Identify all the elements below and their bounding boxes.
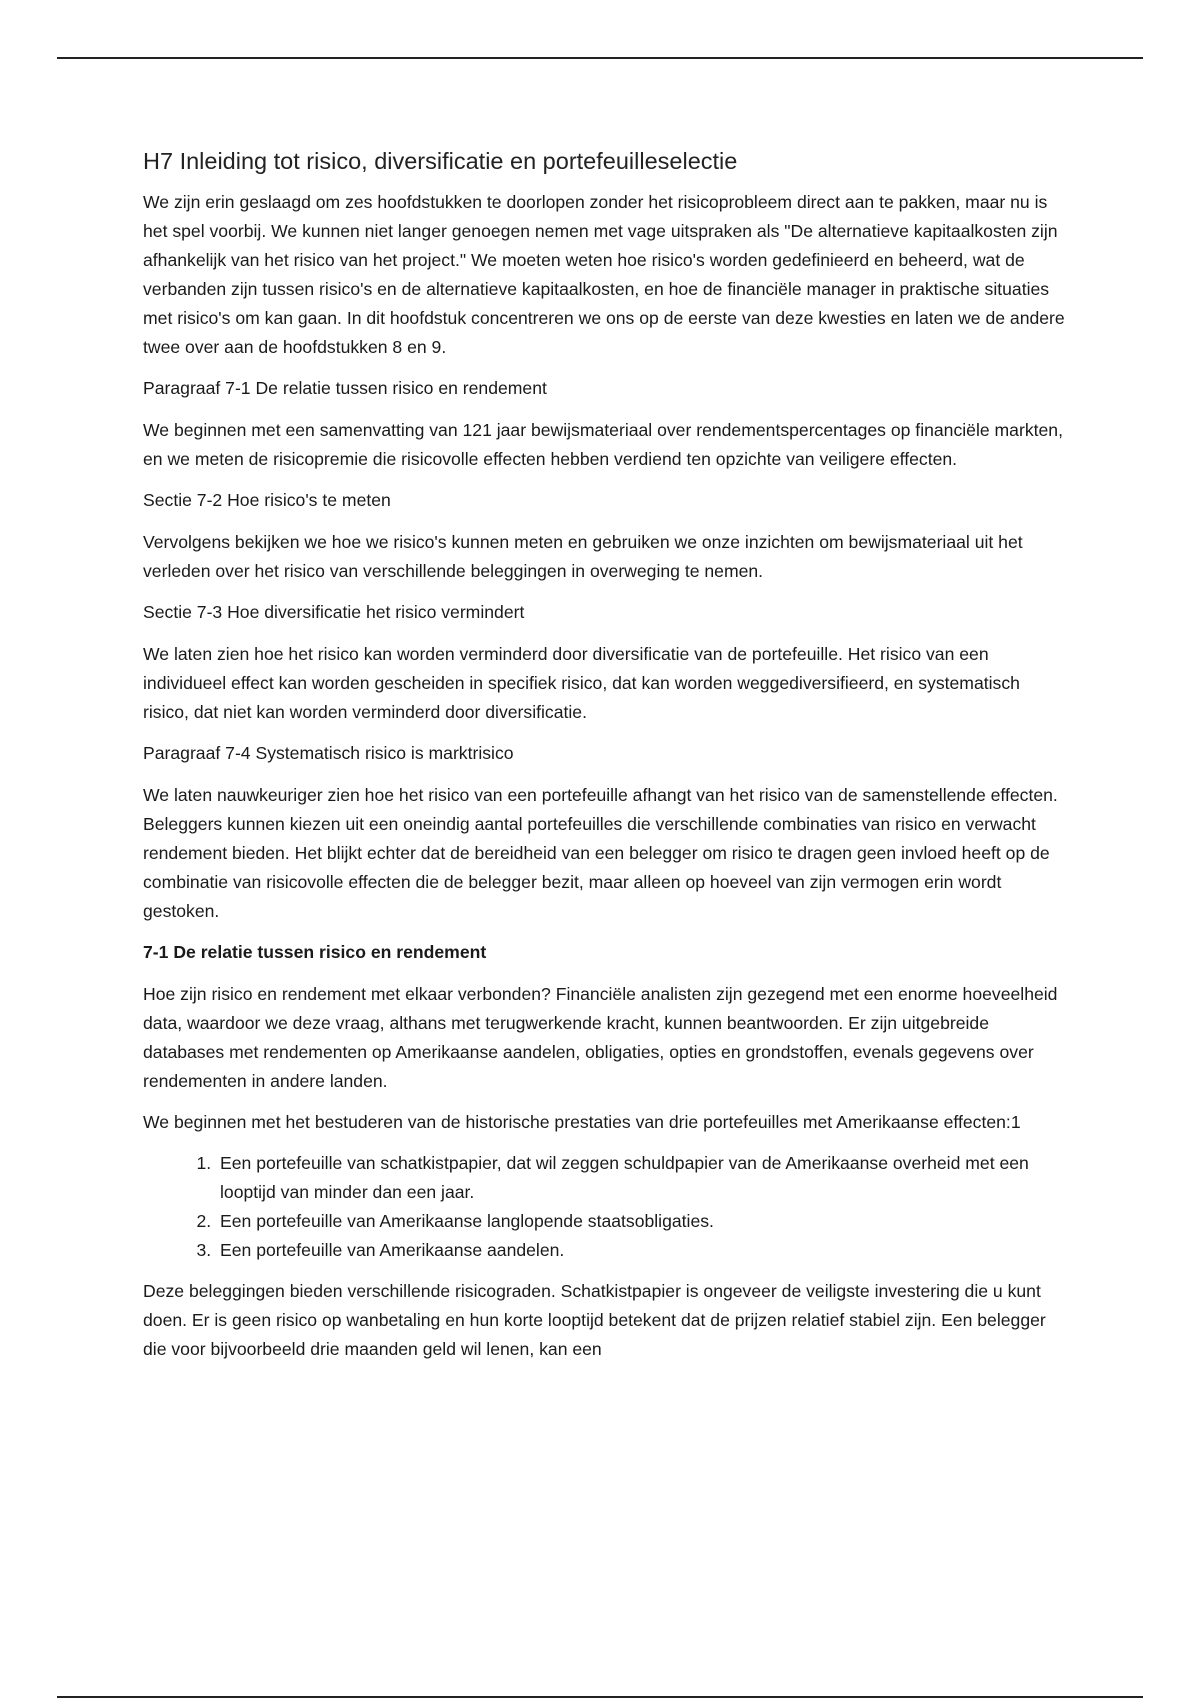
subheading-7-1: 7-1 De relatie tussen risico en rendement <box>143 942 487 962</box>
footer-rule <box>57 1696 1143 1698</box>
section-text-7-4: We laten nauwkeuriger zien hoe het risico van een portefeuille afhangt van het risico van de samenstellende effecten. Beleggers kunnen kiezen uit een oneindig aantal portefeuilles die verschillende combinaties van risico en verwacht rendement bieden. Het blijkt echter dat de bereidheid van een belegger om risico te dragen geen invloed heeft op de combinatie van risicovolle effecten die de belegger bezit, maar alleen op hoeveel van zijn vermogen erin wordt gestoken. <box>143 785 1058 921</box>
body-paragraph-2: We beginnen met het bestuderen van de historische prestaties van drie portefeuilles met Amerikaanse effecten:1 <box>143 1112 1021 1132</box>
document-page <box>143 144 1065 1376</box>
section-text-7-3: We laten zien hoe het risico kan worden verminderd door diversificatie van de portefeuille. Het risico van een individueel effect kan worden gescheiden in specifiek risico, dat kan worden weggediversifieerd, en systematisch risico, dat niet kan worden verminderd door diversificatie. <box>143 644 1020 722</box>
list-item: 2. Een portefeuille van Amerikaanse langlopende staatsobligaties. <box>216 1207 1065 1236</box>
intro-paragraph: We zijn erin geslaagd om zes hoofdstukken te doorlopen zonder het risicoprobleem direct aan te pakken, maar nu is het spel voorbij. We kunnen niet langer genoegen nemen met vage uitspraken als "De alternatieve kapitaalkosten zijn afhankelijk van het risico van het project." We moeten weten hoe risico's worden gedefinieerd en beheerd, wat de verbanden zijn tussen risico's en de alternatieve kapitaalkosten, en hoe de financiële manager in praktische situaties met risico's om kan gaan. In dit hoofdstuk concentreren we ons op de eerste van deze kwesties en laten we de andere twee over aan de hoofdstukken 8 en 9. <box>143 192 1065 357</box>
section-heading-7-4: Paragraaf 7-4 Systematisch risico is marktrisico <box>143 743 514 763</box>
document-title: H7 Inleiding tot risico, diversificatie en portefeuilleselectie <box>143 148 738 174</box>
section-text-7-1: We beginnen met een samenvatting van 121 jaar bewijsmateriaal over rendementspercentages op financiële markten, en we meten de risicopremie die risicovolle effecten hebben verdiend ten opzichte van veiligere effecten. <box>143 420 1063 469</box>
body-paragraph-3: Deze beleggingen bieden verschillende risicograden. Schatkistpapier is ongeveer de veiligste investering die u kunt doen. Er is geen risico op wanbetaling en hun korte looptijd betekent dat de prijzen relatief stabiel zijn. Een belegger die voor bijvoorbeeld drie maanden geld wil lenen, kan een <box>143 1281 1046 1359</box>
section-heading-7-3: Sectie 7-3 Hoe diversificatie het risico vermindert <box>143 602 525 622</box>
portfolio-list <box>143 1149 1065 1265</box>
section-heading-7-1: Paragraaf 7-1 De relatie tussen risico en rendement <box>143 378 547 398</box>
body-paragraph-1: Hoe zijn risico en rendement met elkaar verbonden? Financiële analisten zijn gezegend met een enorme hoeveelheid data, waardoor we deze vraag, althans met terugwerkende kracht, kunnen beantwoorden. Er zijn uitgebreide databases met rendementen op Amerikaanse aandelen, obligaties, opties en grondstoffen, evenals gegevens over rendementen in andere landen. <box>143 984 1058 1091</box>
list-item: 1. Een portefeuille van schatkistpapier, dat wil zeggen schuldpapier van de Amerikaanse overheid met een looptijd van minder dan een jaar. <box>216 1149 1065 1207</box>
list-item: 3. Een portefeuille van Amerikaanse aandelen. <box>216 1236 1065 1265</box>
header-rule <box>57 57 1143 59</box>
section-heading-7-2: Sectie 7-2 Hoe risico's te meten <box>143 490 391 510</box>
section-text-7-2: Vervolgens bekijken we hoe we risico's kunnen meten en gebruiken we onze inzichten om bewijsmateriaal uit het verleden over het risico van verschillende beleggingen in overweging te nemen. <box>143 532 1023 581</box>
